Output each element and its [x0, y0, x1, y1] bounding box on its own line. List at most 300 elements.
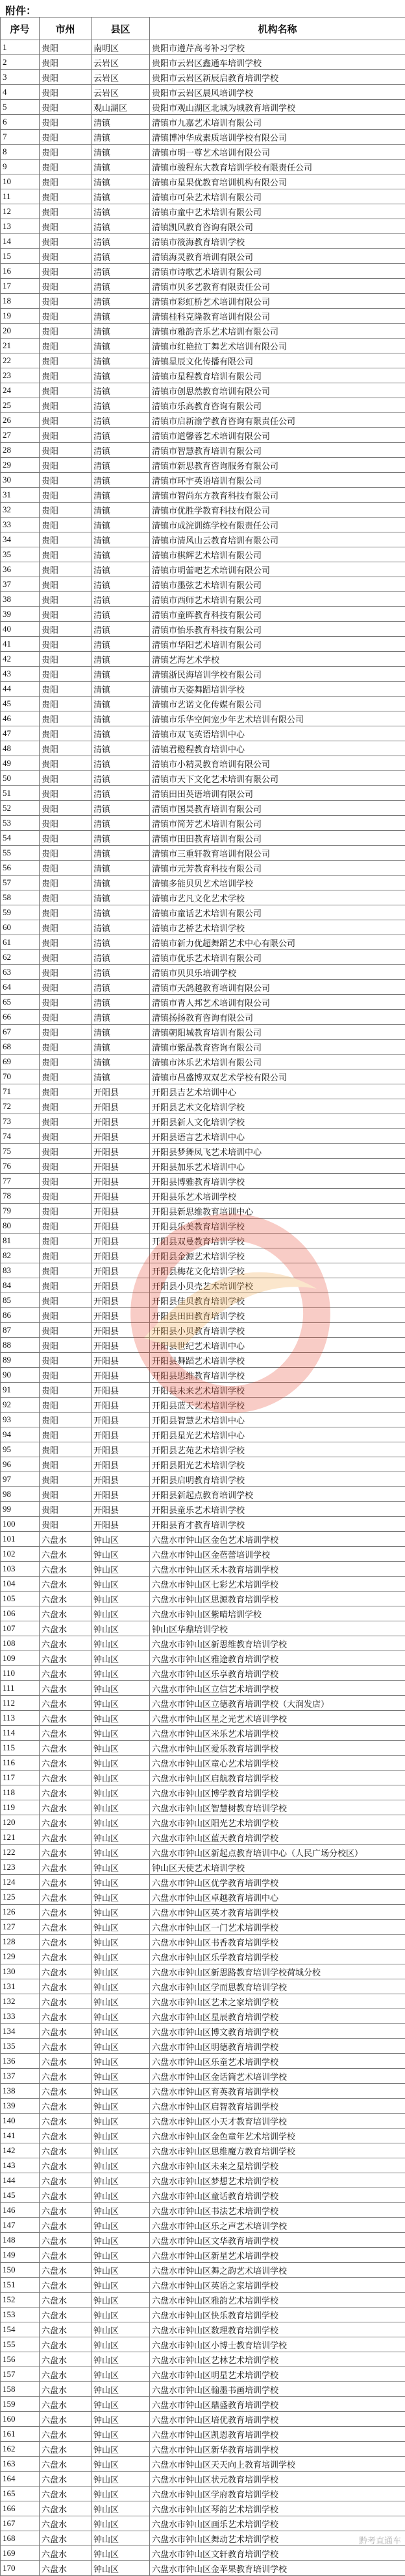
row-city-cell: 贵阳 — [40, 264, 92, 279]
row-institution-cell: 开阳县佳贝教育培训学校 — [150, 1293, 405, 1308]
table-row — [1, 1964, 405, 1979]
row-city-cell: 六盘水 — [40, 2069, 92, 2084]
row-institution-cell: 清镇浙民海培训学校有限公司 — [150, 667, 405, 682]
row-institution-cell: 清镇市可朵艺术培训有限公司 — [150, 189, 405, 204]
row-institution-cell: 六盘水市钟山区乐之声艺术培训学校 — [150, 2218, 405, 2233]
row-institution-cell: 开阳县小贝壳艺术培训学校 — [150, 1278, 405, 1293]
row-county-cell: 钟山区 — [92, 1994, 150, 2009]
row-institution-cell: 六盘水市钟山区翰墨书画培训学校 — [150, 2382, 405, 2397]
row-city-cell: 贵阳 — [40, 995, 92, 1010]
row-institution-cell: 六盘水市钟山区学而思教育培训学校 — [150, 1979, 405, 1994]
row-institution-cell: 六盘水市钟山区星辰教育培训学校 — [150, 2009, 405, 2024]
row-institution-cell: 六盘水市钟山区文轩教育培训学校 — [150, 2546, 405, 2561]
table-row — [1, 547, 405, 562]
row-institution-cell: 六盘水市钟山区蓝天教育培训学校 — [150, 1830, 405, 1845]
table-row — [1, 1621, 405, 1636]
row-institution-cell: 六盘水市钟山区艺林艺术培训学校 — [150, 2352, 405, 2367]
row-seq-cell: 93 — [1, 1413, 40, 1427]
table-row — [1, 2114, 405, 2129]
table-row — [1, 652, 405, 667]
row-county-cell: 钟山区 — [92, 2188, 150, 2203]
row-city-cell: 贵阳 — [40, 1502, 92, 1517]
row-city-cell: 贵阳 — [40, 652, 92, 667]
row-institution-cell: 六盘水市钟山区梦想艺术培训学校 — [150, 2173, 405, 2188]
row-institution-cell: 六盘水市钟山区天天向上教育培训学校 — [150, 2457, 405, 2472]
row-institution-cell: 六盘水市钟山区爱乐教育培训学校 — [150, 1741, 405, 1756]
table-row — [1, 1979, 405, 1994]
row-county-cell: 清镇 — [92, 428, 150, 443]
row-county-cell: 清镇 — [92, 443, 150, 458]
table-row — [1, 1577, 405, 1592]
table-row — [1, 413, 405, 428]
table-row — [1, 2084, 405, 2099]
table-row — [1, 204, 405, 219]
row-seq-cell: 123 — [1, 1860, 40, 1875]
row-city-cell: 贵阳 — [40, 458, 92, 473]
row-county-cell: 开阳县 — [92, 1099, 150, 1114]
row-seq-cell: 28 — [1, 443, 40, 458]
table-row — [1, 130, 405, 145]
row-county-cell: 清镇 — [92, 324, 150, 339]
row-city-cell: 六盘水 — [40, 1532, 92, 1547]
table-row — [1, 2382, 405, 2397]
row-city-cell: 六盘水 — [40, 1830, 92, 1845]
row-institution-cell: 清镇市九嘉艺术培训有限公司 — [150, 115, 405, 130]
table-row — [1, 726, 405, 741]
row-county-cell: 清镇 — [92, 383, 150, 398]
row-county-cell: 清镇 — [92, 115, 150, 130]
row-county-cell: 钟山区 — [92, 1935, 150, 1950]
table-row — [1, 890, 405, 905]
row-city-cell: 贵阳 — [40, 1427, 92, 1442]
row-seq-cell: 140 — [1, 2114, 40, 2129]
table-row — [1, 2337, 405, 2352]
row-institution-cell: 六盘水市钟山区金蓓蕾培训学校 — [150, 1547, 405, 1562]
row-seq-cell: 99 — [1, 1502, 40, 1517]
row-county-cell: 钟山区 — [92, 2472, 150, 2487]
row-seq-cell: 146 — [1, 2203, 40, 2218]
table-row — [1, 1099, 405, 1114]
row-county-cell: 清镇 — [92, 518, 150, 532]
row-institution-cell: 清镇市童中艺术培训有限公司 — [150, 204, 405, 219]
row-seq-cell: 54 — [1, 831, 40, 846]
table-row — [1, 1800, 405, 1815]
row-city-cell: 贵阳 — [40, 234, 92, 249]
row-seq-cell: 60 — [1, 920, 40, 935]
row-seq-cell: 164 — [1, 2472, 40, 2487]
row-city-cell: 贵阳 — [40, 100, 92, 115]
row-seq-cell: 95 — [1, 1442, 40, 1457]
row-county-cell: 清镇 — [92, 622, 150, 637]
row-city-cell: 贵阳 — [40, 1368, 92, 1383]
row-city-cell: 贵阳 — [40, 622, 92, 637]
row-seq-cell: 71 — [1, 1084, 40, 1099]
table-row — [1, 2203, 405, 2218]
row-county-cell: 清镇 — [92, 1025, 150, 1040]
row-city-cell: 贵阳 — [40, 368, 92, 383]
table-row — [1, 2054, 405, 2069]
row-institution-cell: 清镇市童晖教育科技有限公司 — [150, 607, 405, 622]
row-city-cell: 贵阳 — [40, 831, 92, 846]
table-row — [1, 2263, 405, 2278]
row-city-cell: 六盘水 — [40, 1890, 92, 1905]
row-seq-cell: 169 — [1, 2546, 40, 2561]
row-institution-cell: 贵阳市观山湖区北城为城教育培训学校 — [150, 100, 405, 115]
row-institution-cell: 六盘水市钟山区舞动艺术培训学校 — [150, 2531, 405, 2546]
row-seq-cell: 17 — [1, 279, 40, 294]
row-institution-cell: 清镇市彩虹桥艺术培训有限公司 — [150, 294, 405, 309]
row-county-cell: 钟山区 — [92, 1875, 150, 1890]
row-institution-cell: 开阳县梅花文化培训学校 — [150, 1263, 405, 1278]
row-seq-cell: 135 — [1, 2039, 40, 2054]
row-seq-cell: 97 — [1, 1472, 40, 1487]
row-institution-cell: 开阳县乐美教育培训学校 — [150, 1219, 405, 1234]
row-county-cell: 钟山区 — [92, 2129, 150, 2143]
row-institution-cell: 开阳县舞蹈艺术培训学校 — [150, 1353, 405, 1368]
row-seq-cell: 64 — [1, 980, 40, 995]
table-row — [1, 1174, 405, 1189]
table-row — [1, 85, 405, 100]
table-row — [1, 1353, 405, 1368]
row-city-cell: 六盘水 — [40, 2143, 92, 2158]
row-city-cell: 贵阳 — [40, 1234, 92, 1248]
row-city-cell: 贵阳 — [40, 428, 92, 443]
row-county-cell: 清镇 — [92, 562, 150, 577]
row-seq-cell: 75 — [1, 1144, 40, 1159]
row-county-cell: 钟山区 — [92, 1860, 150, 1875]
row-city-cell: 贵阳 — [40, 1248, 92, 1263]
row-institution-cell: 六盘水市钟山区优学教育培训学校 — [150, 1875, 405, 1890]
row-county-cell: 钟山区 — [92, 2084, 150, 2099]
row-county-cell: 钟山区 — [92, 1785, 150, 1800]
row-city-cell: 六盘水 — [40, 2501, 92, 2516]
table-row — [1, 1696, 405, 1711]
row-institution-cell: 清镇市艺桥艺术培训学校 — [150, 920, 405, 935]
row-county-cell: 清镇 — [92, 905, 150, 920]
row-institution-cell: 六盘水市钟山区启航教育培训学校 — [150, 1771, 405, 1785]
row-institution-cell: 清镇市明蕾吧艺术培训有限公司 — [150, 562, 405, 577]
row-city-cell: 六盘水 — [40, 2352, 92, 2367]
row-city-cell: 贵阳 — [40, 189, 92, 204]
row-institution-cell: 清镇市墨弦艺术培训有限公司 — [150, 577, 405, 592]
table-row — [1, 2412, 405, 2427]
row-seq-cell: 62 — [1, 950, 40, 965]
table-row — [1, 518, 405, 532]
row-seq-cell: 65 — [1, 995, 40, 1010]
row-city-cell: 贵阳 — [40, 1413, 92, 1427]
row-institution-cell: 六盘水市钟山区英才教育培训学校 — [150, 1905, 405, 1920]
row-seq-cell: 39 — [1, 607, 40, 622]
row-seq-cell: 108 — [1, 1636, 40, 1651]
row-institution-cell: 清镇市清风山云教育培训有限公司 — [150, 532, 405, 547]
row-institution-cell: 清镇多能贝贝艺术培训学校 — [150, 876, 405, 890]
row-county-cell: 清镇 — [92, 309, 150, 324]
table-row — [1, 1562, 405, 1577]
row-city-cell: 六盘水 — [40, 2308, 92, 2322]
row-seq-cell: 143 — [1, 2158, 40, 2173]
row-institution-cell: 清镇市道馨蓉艺术培训有限公司 — [150, 428, 405, 443]
table-row — [1, 532, 405, 547]
row-city-cell: 贵阳 — [40, 532, 92, 547]
row-county-cell: 清镇 — [92, 473, 150, 488]
row-institution-cell: 开阳县智慧艺术培训中心 — [150, 1413, 405, 1427]
row-seq-cell: 139 — [1, 2099, 40, 2114]
row-seq-cell: 5 — [1, 100, 40, 115]
table-row — [1, 1338, 405, 1353]
row-institution-cell: 开阳县育才教育培训学校 — [150, 1517, 405, 1532]
row-institution-cell: 钟山区华鼎培训学校 — [150, 1621, 405, 1636]
row-seq-cell: 122 — [1, 1845, 40, 1860]
row-seq-cell: 134 — [1, 2024, 40, 2039]
row-institution-cell: 清镇市天鸽越教育培训有限公司 — [150, 980, 405, 995]
table-row — [1, 801, 405, 816]
table-row — [1, 1592, 405, 1606]
table-row — [1, 711, 405, 726]
row-county-cell: 清镇 — [92, 458, 150, 473]
row-institution-cell: 清镇市优胜学教育科技有限公司 — [150, 503, 405, 518]
row-county-cell: 清镇 — [92, 801, 150, 816]
row-city-cell: 贵阳 — [40, 1263, 92, 1278]
row-institution-cell: 六盘水市钟山区书香教育培训学校 — [150, 1935, 405, 1950]
row-city-cell: 贵阳 — [40, 682, 92, 697]
row-county-cell: 钟山区 — [92, 2009, 150, 2024]
table-row — [1, 1487, 405, 1502]
row-seq-cell: 37 — [1, 577, 40, 592]
table-row — [1, 637, 405, 652]
row-seq-cell: 103 — [1, 1562, 40, 1577]
row-institution-cell: 清镇市艺凡文化艺术学校 — [150, 890, 405, 905]
row-county-cell: 钟山区 — [92, 2114, 150, 2129]
row-institution-cell: 六盘水市钟山区数理教育培训学校 — [150, 2322, 405, 2337]
row-city-cell: 贵阳 — [40, 1383, 92, 1398]
row-city-cell: 六盘水 — [40, 1562, 92, 1577]
row-seq-cell: 165 — [1, 2487, 40, 2501]
row-seq-cell: 145 — [1, 2188, 40, 2203]
row-city-cell: 贵阳 — [40, 1338, 92, 1353]
row-city-cell: 贵阳 — [40, 294, 92, 309]
row-county-cell: 钟山区 — [92, 1964, 150, 1979]
row-county-cell: 开阳县 — [92, 1413, 150, 1427]
row-seq-cell: 25 — [1, 398, 40, 413]
table-row — [1, 920, 405, 935]
row-county-cell: 清镇 — [92, 667, 150, 682]
row-institution-cell: 六盘水市钟山区金色童年艺术培训学校 — [150, 2129, 405, 2143]
row-seq-cell: 8 — [1, 145, 40, 160]
table-row — [1, 309, 405, 324]
row-seq-cell: 66 — [1, 1010, 40, 1025]
row-county-cell: 清镇 — [92, 682, 150, 697]
table-row — [1, 2173, 405, 2188]
table-row — [1, 1860, 405, 1875]
row-county-cell: 钟山区 — [92, 2531, 150, 2546]
row-seq-cell: 149 — [1, 2248, 40, 2263]
table-row — [1, 264, 405, 279]
table-row — [1, 115, 405, 130]
row-seq-cell: 55 — [1, 846, 40, 861]
row-seq-cell: 105 — [1, 1592, 40, 1606]
row-seq-cell: 84 — [1, 1278, 40, 1293]
row-institution-cell: 六盘水市钟山区舞之韵艺术培训学校 — [150, 2263, 405, 2278]
row-county-cell: 清镇 — [92, 189, 150, 204]
row-seq-cell: 147 — [1, 2218, 40, 2233]
table-row — [1, 1815, 405, 1830]
row-seq-cell: 152 — [1, 2293, 40, 2308]
row-institution-cell: 六盘水市钟山区紫晴培训学校 — [150, 1606, 405, 1621]
row-city-cell: 贵阳 — [40, 697, 92, 711]
row-city-cell: 贵阳 — [40, 667, 92, 682]
row-city-cell: 六盘水 — [40, 1711, 92, 1726]
table-row — [1, 2322, 405, 2337]
row-county-cell: 开阳县 — [92, 1457, 150, 1472]
row-institution-cell: 开阳县梦舞凤飞艺术培训中心 — [150, 1144, 405, 1159]
row-seq-cell: 72 — [1, 1099, 40, 1114]
row-institution-cell: 清镇市环宇英语培训有限公司 — [150, 473, 405, 488]
table-row — [1, 1994, 405, 2009]
row-seq-cell: 118 — [1, 1785, 40, 1800]
row-city-cell: 六盘水 — [40, 2099, 92, 2114]
row-institution-cell: 六盘水市钟山区快乐教育培训学校 — [150, 2308, 405, 2322]
table-row — [1, 458, 405, 473]
row-city-cell: 六盘水 — [40, 2322, 92, 2337]
row-seq-cell: 27 — [1, 428, 40, 443]
row-city-cell: 贵阳 — [40, 383, 92, 398]
row-city-cell: 六盘水 — [40, 2233, 92, 2248]
table-row — [1, 1278, 405, 1293]
row-county-cell: 钟山区 — [92, 1696, 150, 1711]
row-city-cell: 贵阳 — [40, 920, 92, 935]
row-institution-cell: 清镇市星果优教育培训机构有限公司 — [150, 174, 405, 189]
row-county-cell: 钟山区 — [92, 2561, 150, 2576]
row-city-cell: 六盘水 — [40, 2158, 92, 2173]
table-row — [1, 100, 405, 115]
row-institution-cell: 六盘水市钟山区博文教育培训学校 — [150, 2024, 405, 2039]
row-county-cell: 开阳县 — [92, 1204, 150, 1219]
table-row — [1, 2501, 405, 2516]
row-county-cell: 钟山区 — [92, 2143, 150, 2158]
row-city-cell: 六盘水 — [40, 1636, 92, 1651]
row-seq-cell: 34 — [1, 532, 40, 547]
table-row — [1, 1890, 405, 1905]
row-seq-cell: 30 — [1, 473, 40, 488]
row-seq-cell: 94 — [1, 1427, 40, 1442]
row-city-cell: 贵阳 — [40, 771, 92, 786]
table-row — [1, 577, 405, 592]
table-row — [1, 1785, 405, 1800]
row-seq-cell: 160 — [1, 2412, 40, 2427]
table-row — [1, 1875, 405, 1890]
row-county-cell: 清镇 — [92, 726, 150, 741]
row-county-cell: 清镇 — [92, 547, 150, 562]
column-header-county: 县区 — [92, 18, 150, 40]
row-county-cell: 开阳县 — [92, 1383, 150, 1398]
row-institution-cell: 清镇朝阳城教育培训有限公司 — [150, 1025, 405, 1040]
row-county-cell: 清镇 — [92, 234, 150, 249]
row-seq-cell: 19 — [1, 309, 40, 324]
row-county-cell: 开阳县 — [92, 1129, 150, 1144]
row-seq-cell: 63 — [1, 965, 40, 980]
row-institution-cell: 六盘水市钟山区立德教育培训学校（大润发店） — [150, 1696, 405, 1711]
row-county-cell: 钟山区 — [92, 2501, 150, 2516]
row-seq-cell: 85 — [1, 1293, 40, 1308]
row-city-cell: 六盘水 — [40, 1681, 92, 1696]
row-city-cell: 贵阳 — [40, 1069, 92, 1084]
row-institution-cell: 六盘水市钟山区新思维教育培训学校 — [150, 1636, 405, 1651]
row-institution-cell: 六盘水市钟山区乐享教育培训学校 — [150, 1666, 405, 1681]
row-institution-cell: 六盘水市钟山区书法艺术培训学校 — [150, 2203, 405, 2218]
table-row — [1, 771, 405, 786]
row-county-cell: 钟山区 — [92, 1666, 150, 1681]
table-row — [1, 473, 405, 488]
row-seq-cell: 133 — [1, 2009, 40, 2024]
row-city-cell: 六盘水 — [40, 2084, 92, 2099]
row-seq-cell: 16 — [1, 264, 40, 279]
row-institution-cell: 六盘水市钟山区雅途教育培训学校 — [150, 1651, 405, 1666]
row-seq-cell: 90 — [1, 1368, 40, 1383]
table-row — [1, 488, 405, 503]
row-city-cell: 贵阳 — [40, 130, 92, 145]
row-seq-cell: 33 — [1, 518, 40, 532]
row-county-cell: 清镇 — [92, 174, 150, 189]
row-county-cell: 清镇 — [92, 637, 150, 652]
row-seq-cell: 69 — [1, 1055, 40, 1069]
column-header-seq: 序号 — [1, 18, 40, 40]
row-seq-cell: 104 — [1, 1577, 40, 1592]
row-seq-cell: 81 — [1, 1234, 40, 1248]
row-seq-cell: 142 — [1, 2143, 40, 2158]
row-city-cell: 贵阳 — [40, 1308, 92, 1323]
row-seq-cell: 154 — [1, 2322, 40, 2337]
row-seq-cell: 59 — [1, 905, 40, 920]
row-city-cell: 六盘水 — [40, 2293, 92, 2308]
row-institution-cell: 清镇艺海艺术学校 — [150, 652, 405, 667]
row-county-cell: 开阳县 — [92, 1502, 150, 1517]
row-county-cell: 钟山区 — [92, 2457, 150, 2472]
row-institution-cell: 六盘水市钟山区琴韵艺术培训学校 — [150, 2501, 405, 2516]
row-county-cell: 清镇 — [92, 876, 150, 890]
row-city-cell: 贵阳 — [40, 1457, 92, 1472]
table-row — [1, 1457, 405, 1472]
table-row — [1, 1651, 405, 1666]
row-seq-cell: 18 — [1, 294, 40, 309]
row-county-cell: 钟山区 — [92, 1562, 150, 1577]
row-institution-cell: 六盘水市钟山区金话筒艺术培训学校 — [150, 2069, 405, 2084]
row-city-cell: 贵阳 — [40, 1204, 92, 1219]
row-seq-cell: 4 — [1, 85, 40, 100]
row-institution-cell: 清镇市天姿舞蹈培训学校 — [150, 682, 405, 697]
row-seq-cell: 127 — [1, 1920, 40, 1935]
row-seq-cell: 82 — [1, 1248, 40, 1263]
row-seq-cell: 40 — [1, 622, 40, 637]
row-county-cell: 钟山区 — [92, 2427, 150, 2442]
row-institution-cell: 清镇市明一尊艺术培训有限公司 — [150, 145, 405, 160]
row-institution-cell: 开阳县星光艺术培训中心 — [150, 1427, 405, 1442]
row-county-cell: 钟山区 — [92, 1815, 150, 1830]
table-row — [1, 786, 405, 801]
row-seq-cell: 35 — [1, 547, 40, 562]
row-city-cell: 六盘水 — [40, 2561, 92, 2576]
row-seq-cell: 80 — [1, 1219, 40, 1234]
table-row — [1, 174, 405, 189]
row-institution-cell: 六盘水市钟山区思源教育培训学校 — [150, 1592, 405, 1606]
row-city-cell: 贵阳 — [40, 1129, 92, 1144]
row-seq-cell: 88 — [1, 1338, 40, 1353]
row-institution-cell: 清镇市国昊教育培训有限公司 — [150, 801, 405, 816]
table-row — [1, 1771, 405, 1785]
row-city-cell: 六盘水 — [40, 2442, 92, 2457]
row-city-cell: 六盘水 — [40, 2278, 92, 2293]
row-institution-cell: 六盘水市钟山区未来之星培训学校 — [150, 2158, 405, 2173]
row-county-cell: 清镇 — [92, 279, 150, 294]
